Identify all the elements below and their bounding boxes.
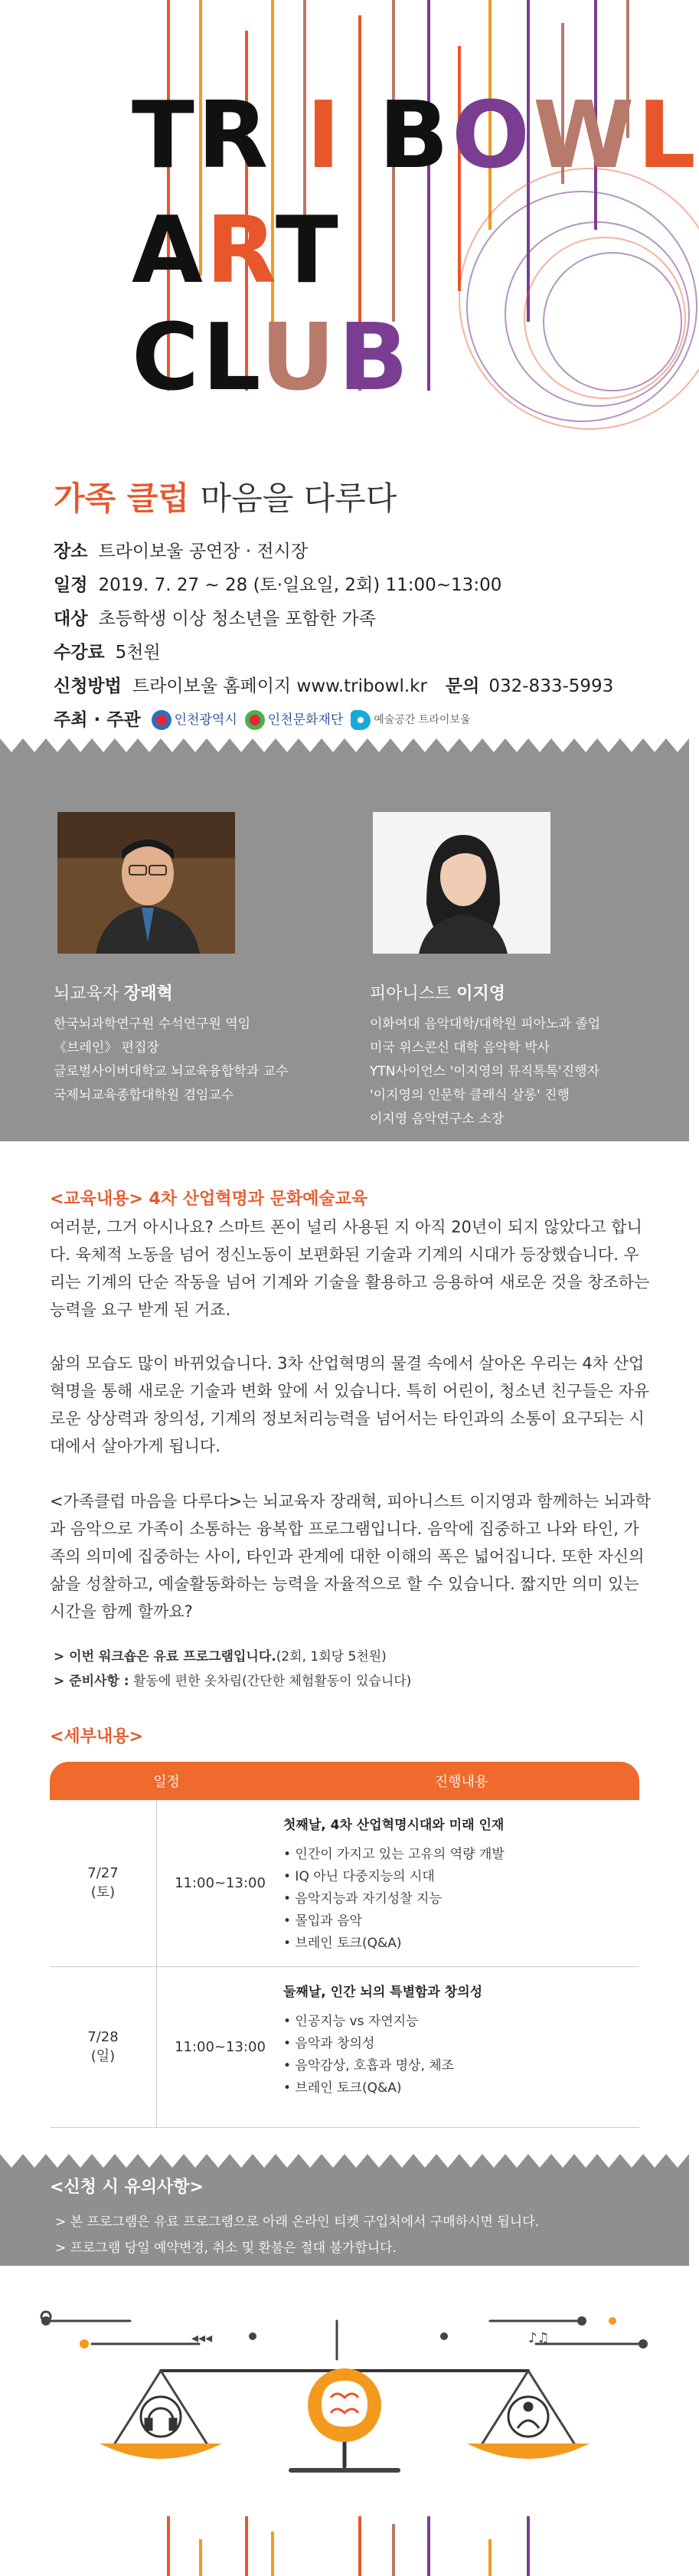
date-text: 7/27	[87, 1865, 119, 1881]
list-item: • IQ 아닌 다중지능의 시대	[283, 1869, 435, 1884]
fee-label: 수강료	[54, 643, 105, 663]
tribowl-name: 예술공간 트라이보울	[374, 714, 471, 726]
fee-note	[54, 1645, 387, 1664]
brain-icon	[308, 2368, 381, 2442]
program-title-accent: 가족 클럽	[54, 480, 189, 517]
right-pan-icon	[467, 2443, 590, 2459]
list-item: • 인간이 가지고 있는 고유의 역량 개발	[283, 1847, 505, 1862]
bio-line: 미국 위스콘신 대학 음악학 박사	[370, 1040, 550, 1056]
notice-title: <신청 시 유의사항>	[50, 2178, 204, 2197]
date-text: 7/28	[87, 2029, 119, 2045]
session-title: 둘째날, 인간 뇌의 특별함과 창의성	[283, 1985, 483, 2000]
list-item: • 브레인 토크(Q&A)	[283, 1936, 402, 1951]
program-info	[54, 535, 666, 737]
list-item: • 인공지능 vs 자연지능	[283, 2014, 419, 2029]
bio-line: 글로벌사이버대학교 뇌교육융합학과 교수	[54, 1064, 289, 1079]
incheon-city-name: 인천광역시	[174, 712, 237, 728]
sponsor-logos	[152, 710, 471, 730]
header-content: 진행내용	[434, 1774, 488, 1790]
zigzag-border	[0, 735, 689, 755]
incheon-foundation-name: 인천문화재단	[267, 712, 344, 728]
title-line-2: ART	[132, 198, 341, 304]
fee-note-text: (2회, 1회당 5천원)	[276, 1649, 387, 1664]
target-value: 초등학생 이상 청소년을 포함한 가족	[98, 609, 376, 629]
header-schedule: 일정	[153, 1774, 180, 1790]
prep-note-text: 활동에 편한 옷차림(간단한 체험활동이 있습니다)	[132, 1674, 412, 1689]
speaker-role: 뇌교육자	[54, 984, 119, 1003]
schedule-table	[50, 1762, 639, 2128]
speaker-name-jang	[54, 980, 173, 1004]
list-item: • 브레인 토크(Q&A)	[283, 2080, 402, 2096]
brain-balance-illustration	[0, 2290, 689, 2482]
date-label: 일정	[54, 575, 88, 595]
title-line-1: TR I BOWL	[132, 83, 699, 189]
fee-row	[54, 636, 666, 669]
notice-item: > 프로그램 당일 예약변경, 취소 및 환불은 절대 불가합니다.	[55, 2240, 397, 2256]
scale-icon: ◂◂◂	[191, 2330, 213, 2346]
venue-label: 장소	[54, 542, 88, 561]
row-content	[283, 1967, 639, 2127]
bio-line: 《브레인》 편집장	[54, 1040, 159, 1056]
speaker-bio-jang	[54, 1013, 288, 1108]
fee-note-label: > 이번 워크숍은 유료 프로그램입니다.	[54, 1649, 276, 1664]
bio-line: 국제뇌교육종합대학원 겸임교수	[54, 1088, 234, 1103]
incheon-foundation-mark-icon	[245, 710, 265, 730]
header-banner	[0, 0, 699, 411]
row-content	[283, 1800, 639, 1966]
tribowl-mark-icon	[351, 710, 371, 730]
speakers-section	[0, 735, 689, 1141]
bio-line: 이화여대 음악대학/대학원 피아노과 졸업	[370, 1016, 601, 1032]
bio-line: 한국뇌과학연구원 수석연구원 역임	[54, 1016, 251, 1032]
row-date	[50, 1967, 157, 2127]
list-item: • 음악과 창의성	[283, 2036, 375, 2051]
tribowl-logo	[351, 710, 470, 730]
speaker-photo-jang	[57, 812, 235, 954]
contact-label: 문의	[445, 676, 480, 696]
headphones-icon	[141, 2397, 181, 2437]
education-paragraph-2: 삶의 모습도 많이 바뀌었습니다. 3차 산업혁명의 물결 속에서 살아온 우리는 4차 산업혁명을 통해 새로운 기술과 변화 앞에 서 있습니다. 특히 어린이, 청소년 친구들은 자유로운 상상력과 창의성, 기계의 정보처리능력을 넘어서는 타인과의 소통이 요구되는 시대에서 살아가게 됩니다.	[50, 1354, 650, 1455]
row-date	[50, 1800, 157, 1966]
apply-row	[54, 669, 666, 703]
program-title	[54, 473, 397, 519]
list-item: • 음악감상, 호흡과 명상, 체조	[283, 2058, 455, 2074]
contact-value: 032-833-5993	[488, 676, 614, 696]
prep-note-label: > 준비사항 :	[54, 1674, 129, 1689]
date-value: 2019. 7. 27 ~ 28 (토·일요일, 2회) 11:00~13:00	[98, 575, 502, 595]
speaker-name: 장래혁	[124, 984, 173, 1003]
list-item: • 몰입과 음악	[283, 1913, 362, 1929]
speaker-photo-lee	[373, 812, 550, 954]
prep-note	[54, 1670, 411, 1689]
bio-line: 이지영 음악연구소 소장	[370, 1111, 505, 1127]
target-label: 대상	[54, 609, 88, 629]
row-time: 11:00~13:00	[175, 1875, 266, 1891]
venue-value: 트라이보울 공연장 · 전시장	[98, 542, 309, 561]
table-row	[50, 1967, 639, 2128]
title-line-3: CLUB	[132, 305, 412, 411]
speaker-role: 피아니스트	[370, 984, 452, 1003]
education-paragraph-3: <가족클럽 마음을 다루다>는 뇌교육자 장래혁, 피아니스트 이지영과 함께하는 뇌과학과 음악으로 가족이 소통하는 융복합 프로그램입니다. 음악에 집중하고 나와 타인, 가족의 의미에 집중하는 사이, 타인과 관계에 대한 이해의 폭은 넓어집니다. 또한 자신의 삶을 성찰하고, 예술활동화하는 능력을 자율적으로 할 수 있습니다. 짧지만 의미 있는 시간을 함께 할까요?	[50, 1492, 651, 1621]
left-pan-icon	[100, 2443, 222, 2459]
host-row	[54, 703, 666, 737]
bio-line: '이지영의 인문학 클래식 살롱' 진행	[370, 1088, 570, 1103]
list-item: • 음악지능과 자기성찰 지능	[283, 1891, 442, 1907]
target-row	[54, 602, 666, 636]
incheon-foundation-logo	[245, 710, 344, 730]
apply-label: 신청방법	[54, 676, 122, 696]
meditation-icon	[508, 2397, 548, 2437]
date-row	[54, 568, 666, 602]
incheon-city-logo	[152, 710, 237, 730]
host-label: 주최 · 주관	[54, 710, 141, 730]
speaker-bio-lee	[370, 1013, 600, 1131]
incheon-city-mark-icon	[152, 710, 171, 730]
venue-row	[54, 535, 666, 568]
education-paragraph-1: 여러분, 그거 아시나요? 스마트 폰이 널리 사용된 지 아직 20년이 되지 않았다고 합니다. 육체적 노동을 넘어 정신노동이 보편화된 기술과 기계의 시대가 등장했습니다. 우리는 기계의 단순 작동을 넘어 기계와 기술을 활용하고 응용하여 새로운 것을 창조하는 능력을 요구 받게 된 거죠.	[50, 1218, 650, 1319]
session-title: 첫째날, 4차 산업혁명시대와 미래 인재	[283, 1818, 505, 1833]
bio-line: YTN사이언스 '이지영의 뮤직톡톡'진행자	[370, 1064, 599, 1079]
fee-value: 5천원	[115, 643, 161, 663]
zigzag-border	[0, 2151, 689, 2171]
speaker-name-lee	[370, 980, 505, 1004]
speaker-name: 이지영	[456, 984, 506, 1003]
table-row	[50, 1800, 639, 1967]
notice-item: > 본 프로그램은 유료 프로그램으로 아래 온라인 티켓 구입처에서 구매하시면 됩니다.	[55, 2214, 540, 2230]
day-text: (토)	[90, 1884, 116, 1900]
apply-value[interactable]: 트라이보울 홈페이지 www.tribowl.kr	[132, 676, 427, 696]
education-title: <교육내용> 4차 산업혁명과 문화예술교육	[50, 1190, 368, 1209]
row-time: 11:00~13:00	[175, 2039, 266, 2055]
schedule-table-header	[50, 1762, 639, 1800]
piano-icon: ♪♫	[528, 2330, 550, 2346]
day-text: (일)	[90, 2048, 116, 2064]
notice-section	[0, 2151, 689, 2266]
program-title-rest: 마음을 다루다	[200, 480, 397, 517]
bottom-stripe-decoration	[0, 2516, 689, 2576]
details-title: <세부내용>	[50, 1727, 143, 1746]
